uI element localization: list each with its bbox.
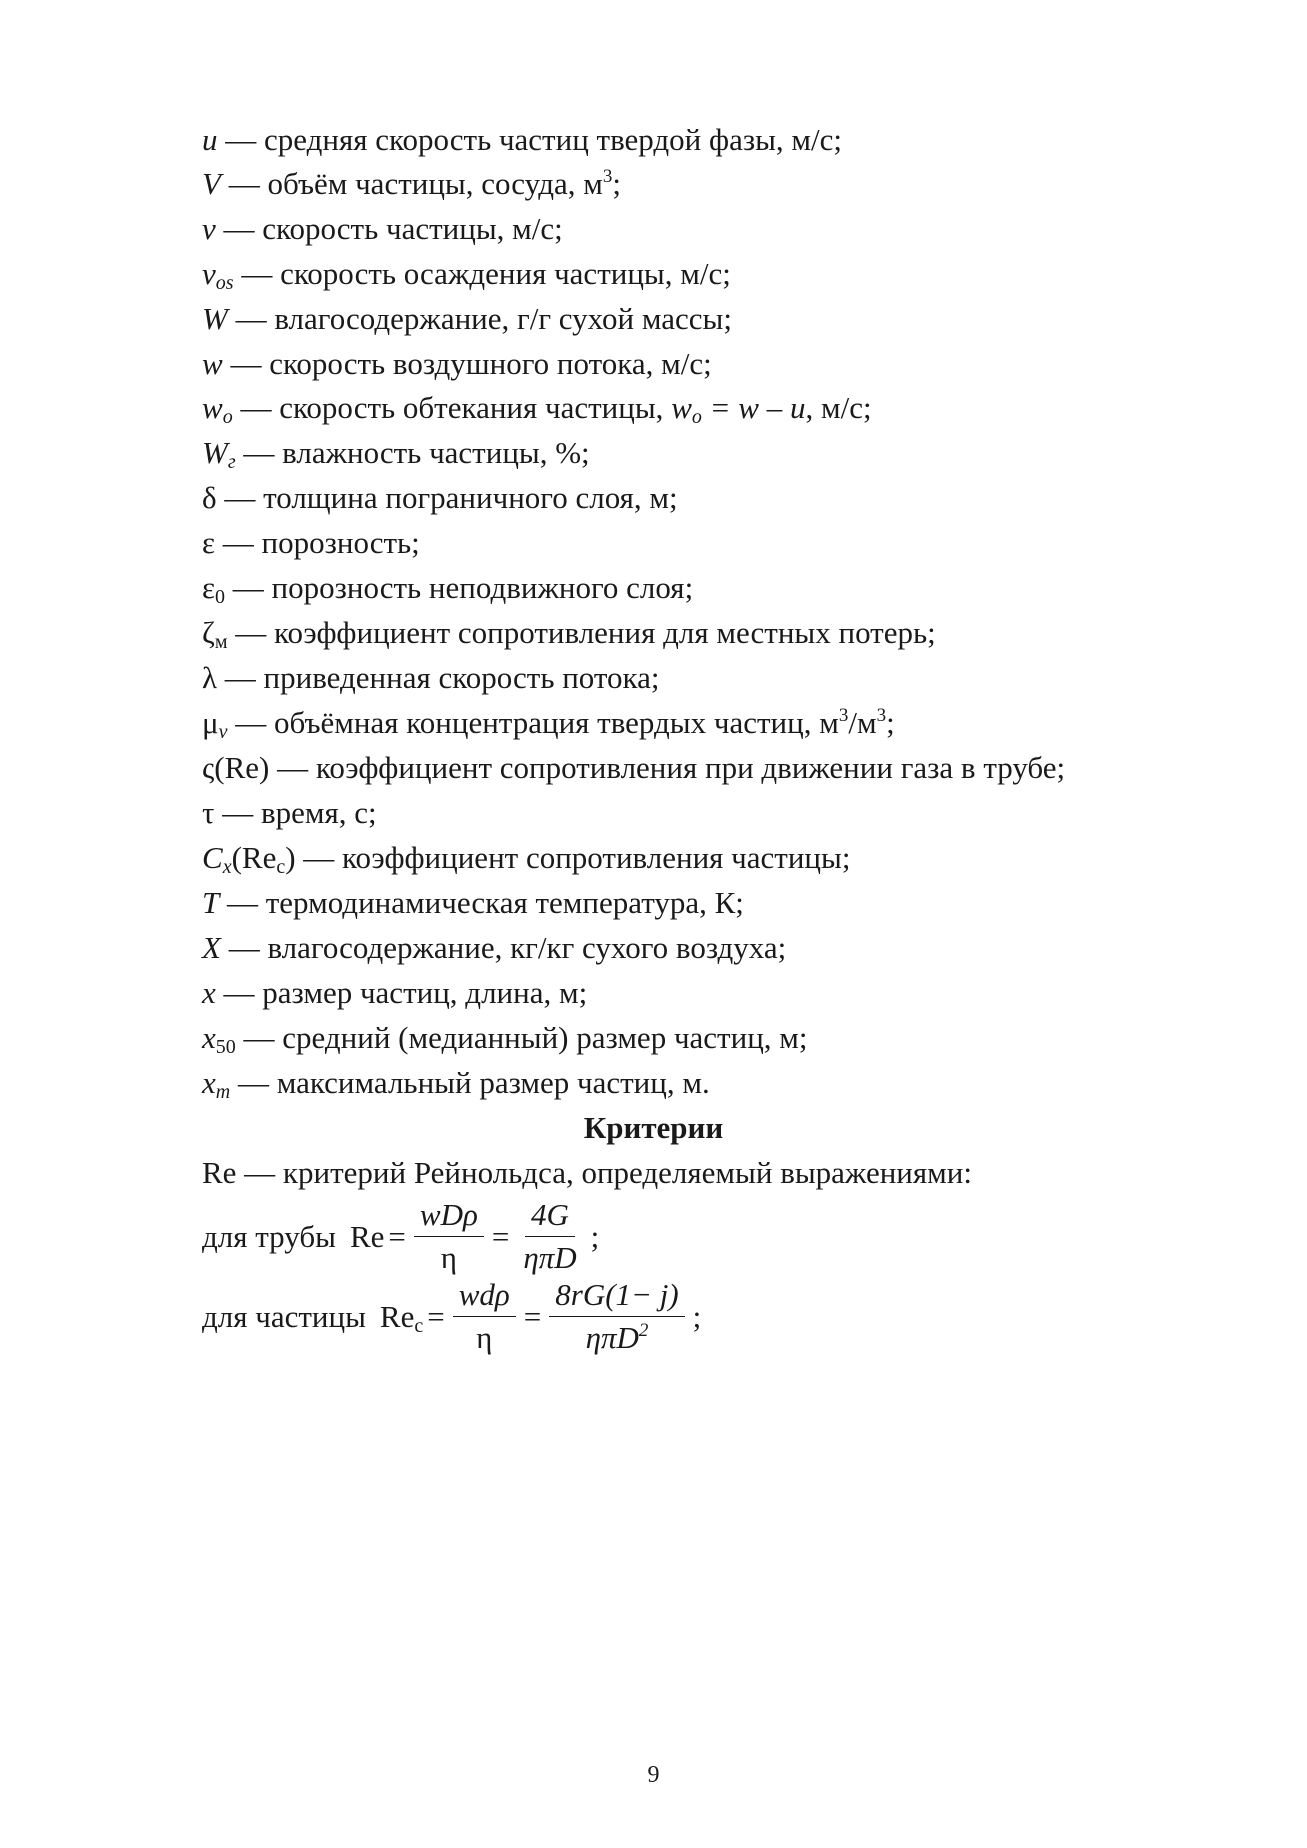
reynolds-intro: Re — критерий Рейнольдса, определяемый выражениями: (202, 1155, 972, 1190)
entry-epsilon: ε — порозность; (202, 525, 420, 560)
formula-pipe-label: для трубы (202, 1218, 336, 1254)
formula-particle (202, 1276, 701, 1357)
formula-pipe-den1: η (440, 1240, 457, 1275)
formula-pipe-fraction-1 (414, 1196, 484, 1277)
formula-pipe-lhs: Re (349, 1218, 385, 1254)
entry-T: T — термодинамическая температура, К; (202, 885, 744, 920)
entry-mu-v: μv — объёмная концентрация твердых частиц, $м^3/м^3$; (202, 705, 895, 743)
formula-particle-lhs: $Re_c$ (379, 1298, 424, 1337)
formula-pipe-eq1: = (388, 1218, 406, 1254)
entry-v: v — скорость частицы, м/с; (202, 211, 563, 246)
entry-v-os: vos — скорость осаждения частицы, м/с; (202, 256, 731, 294)
formula-pipe-end: ; (590, 1218, 600, 1254)
entry-tau: τ — время, с; (202, 795, 377, 830)
formula-particle-den1: η (476, 1320, 493, 1355)
formula-particle-eq1: = (427, 1298, 445, 1334)
formula-particle-eq2: = (523, 1298, 542, 1334)
entry-lambda: λ — приведенная скорость потока; (202, 660, 660, 695)
formula-particle-den2: ηπD$^2$ (585, 1320, 649, 1355)
section-heading: Критерии (583, 1110, 724, 1145)
entry-zeta-m: $\zeta_м$ — коэффициент сопротивления для местных потерь; (202, 615, 936, 653)
formula-particle-label: для частицы (202, 1298, 366, 1334)
entry-xm: xm — максимальный размер частиц, м. (202, 1065, 710, 1103)
formula-pipe-fraction-2 (517, 1196, 582, 1277)
formula-particle-fraction-2 (549, 1276, 684, 1357)
page-number: 9 (647, 1762, 660, 1788)
entry-x50: $x_{50}$ — средний (медианный) размер частиц, м; (202, 1020, 808, 1058)
entry-u: u — средняя скорость частиц твердой фазы, м/с; (202, 122, 843, 157)
entry-V: V — объём частицы, сосуда, $м^3$; (202, 166, 621, 201)
entry-X: X — влагосодержание, кг/кг сухого воздуха; (202, 930, 787, 965)
entry-sigma-re: ς(Re) — коэффициент сопротивления при движении газа в трубе; (202, 750, 1066, 785)
entry-W-g: Wг — влажность частицы, %; (202, 435, 590, 473)
formula-pipe (202, 1196, 599, 1277)
formula-particle-end: ; (692, 1298, 702, 1334)
entry-epsilon-0: $\varepsilon_0$ — порозность неподвижного слоя; (202, 570, 694, 608)
entry-w: w — скорость воздушного потока, м/с; (202, 346, 712, 381)
entry-W: W — влагосодержание, г/г сухой массы; (202, 301, 732, 336)
entry-delta: δ — толщина пограничного слоя, м; (202, 480, 678, 515)
formula-pipe-num2: 4G (525, 1196, 575, 1237)
formula-particle-fraction-1 (453, 1276, 516, 1357)
entry-x: x — размер частиц, длина, м; (202, 975, 588, 1010)
entry-w-o: wo — скорость обтекания частицы, wo = w – u, м/с; (202, 390, 872, 428)
formula-pipe-den2: ηπD (523, 1240, 577, 1275)
formula-particle-num2: 8rG(1− j) (549, 1276, 684, 1317)
formula-pipe-eq2: = (491, 1218, 510, 1254)
entry-Cx: $Cx(Re_c)$ — коэффициент сопротивления частицы; (202, 840, 851, 878)
formula-pipe-num1: wDρ (414, 1196, 484, 1237)
formula-particle-num1: wdρ (453, 1276, 516, 1317)
